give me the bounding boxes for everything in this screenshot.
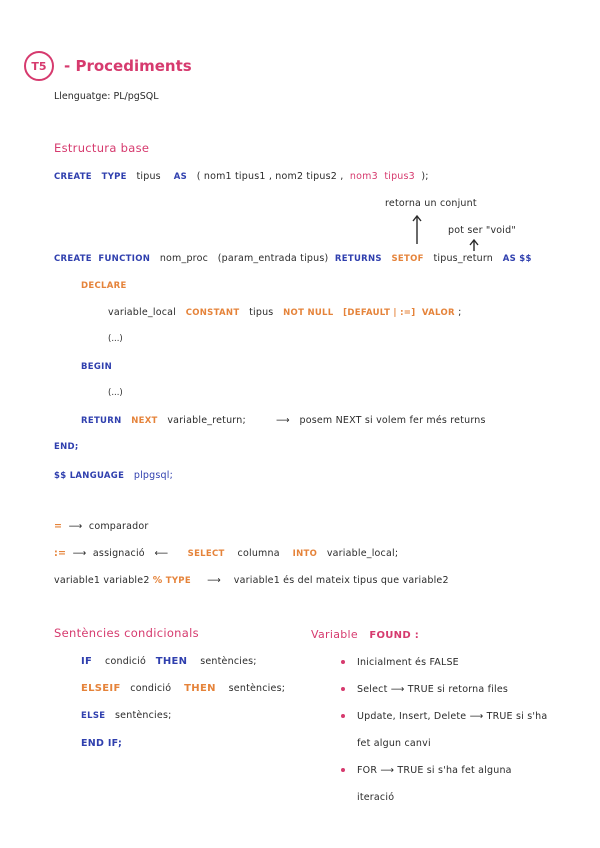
local-variable: variable_local; xyxy=(326,548,399,559)
type-copy-line xyxy=(54,575,449,586)
language-subtitle: Llenguatge: PL/pgSQL xyxy=(54,91,159,102)
field3-name: nom3 xyxy=(349,171,378,182)
keyword-constant: CONSTANT xyxy=(185,308,240,318)
comparator-line xyxy=(54,521,149,532)
note-text: posem NEXT si volem fer més returns xyxy=(299,415,486,426)
keyword-then: THEN xyxy=(155,656,188,667)
create-type-line xyxy=(54,171,429,182)
keyword-then: THEN xyxy=(184,683,216,694)
bullet-icon xyxy=(341,768,345,772)
keyword-not-null: NOT NULL xyxy=(283,308,334,318)
found-item: Inicialment és FALSE xyxy=(357,657,459,668)
else-line xyxy=(81,710,172,721)
fields: ( nom1 tipus1 , nom2 tipus2 , xyxy=(196,171,344,182)
keyword: CREATE xyxy=(54,254,92,264)
note-returns-set: retorna un conjunt xyxy=(385,198,477,209)
variable-type: tipus xyxy=(249,307,274,318)
bullet-icon xyxy=(341,714,345,718)
if-line xyxy=(81,656,257,667)
keyword-setof: SETOF xyxy=(391,254,424,264)
right-arrow-icon: ⟶ xyxy=(72,548,87,559)
keyword: TYPE xyxy=(101,172,127,182)
section-heading-conditionals: Sentències condicionals xyxy=(54,626,199,640)
up-arrow-icon xyxy=(468,238,480,252)
return-type: tipus_return xyxy=(433,253,494,264)
bullet-icon xyxy=(341,687,345,691)
type-name: tipus xyxy=(136,171,161,182)
field3-type: tipus3 xyxy=(384,171,415,182)
keyword-into: INTO xyxy=(292,549,318,559)
keyword-begin: BEGIN xyxy=(81,362,113,372)
found-item: FOR ⟶ TRUE si s'ha fet alguna xyxy=(357,765,512,776)
create-function-line xyxy=(54,253,532,264)
variable-name: variable_local xyxy=(108,307,177,318)
topic-badge: T5 xyxy=(24,51,54,81)
keyword-if: IF xyxy=(81,656,93,667)
percent-sign: % xyxy=(152,575,163,586)
operator-desc: comparador xyxy=(88,521,149,532)
statements: sentències; xyxy=(200,656,257,667)
keyword-else: ELSE xyxy=(81,711,106,721)
condition: condició xyxy=(130,683,172,694)
elseif-line xyxy=(81,683,285,694)
note-void: pot ser "void" xyxy=(448,225,516,236)
language-line xyxy=(54,470,173,481)
keyword-elseif: ELSEIF xyxy=(81,683,121,694)
keyword: AS $$ xyxy=(502,254,532,264)
return-variable: variable_return; xyxy=(167,415,246,426)
section-heading-found xyxy=(311,628,419,641)
variable-declaration-line xyxy=(108,307,461,318)
keyword-language: $$ LANGUAGE xyxy=(54,471,125,481)
keyword-select: SELECT xyxy=(187,549,225,559)
keyword-next: NEXT xyxy=(131,416,158,426)
keyword: RETURNS xyxy=(334,254,382,264)
keyword-valor: VALOR xyxy=(421,308,455,318)
bullet-icon xyxy=(341,660,345,664)
right-arrow-icon: ⟶ xyxy=(276,415,290,426)
heading-variable: Variable xyxy=(311,628,358,641)
found-item: Select ⟶ TRUE si retorna files xyxy=(357,684,509,695)
operator-desc: assignació xyxy=(92,548,145,559)
operator-eq: = xyxy=(54,521,63,532)
up-arrow-icon xyxy=(411,214,423,246)
statements: sentències; xyxy=(228,683,286,694)
page-title: - Procediments xyxy=(64,57,192,75)
keyword: CREATE xyxy=(54,172,92,182)
right-arrow-icon: ⟶ xyxy=(207,575,221,586)
found-item-continuation: fet algun canvi xyxy=(357,738,431,749)
section-heading-structure: Estructura base xyxy=(54,141,150,155)
return-line xyxy=(81,415,246,426)
semicolon: ; xyxy=(458,307,462,318)
params: (param_entrada tipus) xyxy=(217,253,329,264)
assignment-line xyxy=(54,548,398,559)
keyword-declare: DECLARE xyxy=(81,281,127,291)
variables: variable1 variable2 xyxy=(54,575,150,586)
right-arrow-icon: ⟶ xyxy=(68,521,83,532)
column: columna xyxy=(237,548,280,559)
language-name: plpgsql; xyxy=(133,470,174,481)
keyword-type: TYPE xyxy=(165,576,191,586)
statements: sentències; xyxy=(115,710,172,721)
keyword: AS xyxy=(173,172,188,182)
return-note xyxy=(276,415,486,426)
found-item: Update, Insert, Delete ⟶ TRUE si s'ha xyxy=(357,711,548,722)
found-item-continuation: iteració xyxy=(357,792,395,803)
keyword-end-if: END IF; xyxy=(81,738,123,749)
end-paren: ); xyxy=(421,171,429,182)
keyword-return: RETURN xyxy=(81,416,122,426)
type-copy-desc: variable1 és del mateix tipus que variable2 xyxy=(233,575,449,586)
function-name: nom_proc xyxy=(159,253,209,264)
keyword: FUNCTION xyxy=(98,254,151,264)
ellipsis: (...) xyxy=(108,334,123,344)
condition: condició xyxy=(105,656,147,667)
left-arrow-icon: ⟵ xyxy=(154,548,169,559)
keyword-end: END; xyxy=(54,442,79,452)
operator-assign: := xyxy=(54,548,67,559)
heading-found: FOUND : xyxy=(369,630,420,641)
keyword-default: [DEFAULT | :=] xyxy=(343,308,416,318)
ellipsis: (...) xyxy=(108,388,123,398)
